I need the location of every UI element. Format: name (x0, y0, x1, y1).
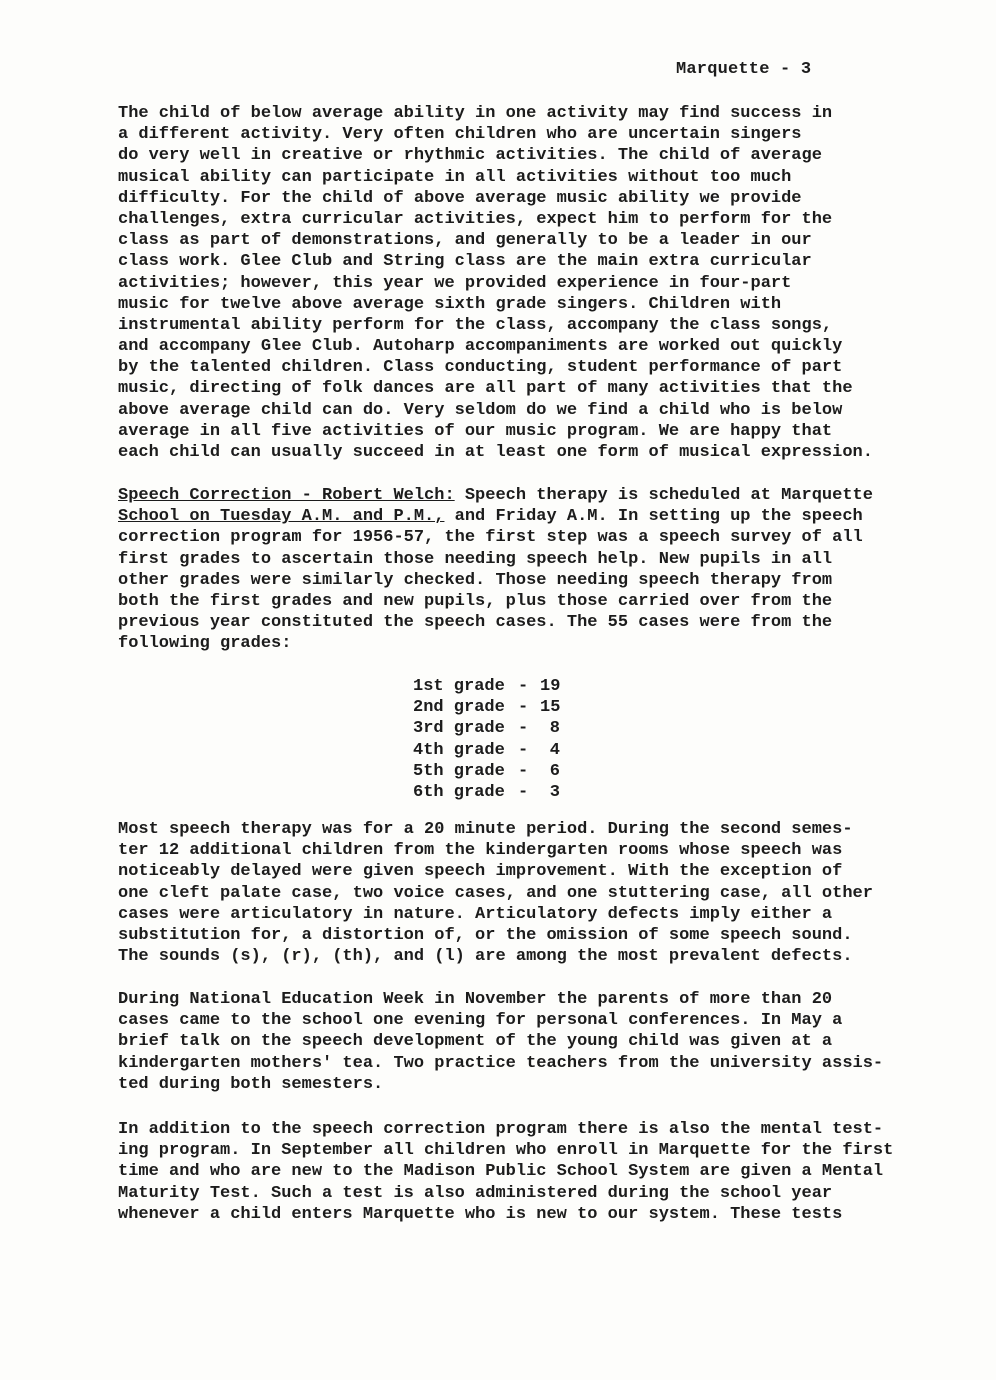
text-span: and Friday A.M. In setting up the speech (444, 507, 863, 527)
paragraph-mental-testing (118, 1119, 918, 1225)
grades-list (413, 676, 560, 803)
grade-count: 6 (549, 761, 560, 781)
text-line: above average child can do. Very seldom do we find a child who is below (118, 400, 843, 420)
grade-label: 3rd grade (413, 719, 505, 739)
text-line: kindergarten mothers' tea. Two practice teachers from the university assis- (118, 1053, 884, 1073)
text-line: cases were articulatory in nature. Articulatory defects imply either a (118, 904, 833, 924)
text-line: by the talented children. Class conducting, student performance of part (118, 358, 843, 378)
text-line: music for twelve above average sixth grade singers. Children with (118, 294, 782, 314)
text-line: average in all five activities of our music program. We are happy that (118, 421, 833, 441)
text-span: Speech therapy is scheduled at Marquette (454, 486, 873, 505)
text-line: whenever a child enters Marquette who is new to our system. These tests (118, 1204, 843, 1224)
text-line: first grades to ascertain those needing speech help. New pupils in all (118, 549, 833, 569)
grade-row: 6th grade - 3 (413, 782, 560, 802)
text-line: The child of below average ability in one activity may find success in (118, 104, 833, 123)
paragraph-therapy-details (118, 819, 918, 967)
text-line: instrumental ability perform for the class, accompany the class songs, (118, 315, 833, 335)
text-line: Most speech therapy was for a 20 minute period. During the second semes- (118, 820, 853, 839)
text-line (118, 506, 918, 527)
text-line: correction program for 1956-57, the first step was a speech survey of all (118, 528, 863, 548)
grade-label: 4th grade (413, 740, 505, 760)
text-line: In addition to the speech correction program there is also the mental test- (118, 1120, 884, 1139)
text-line: class as part of demonstrations, and generally to be a leader in our (118, 231, 812, 251)
text-line: class work. Glee Club and String class are the main extra curricular (118, 252, 812, 272)
grade-label: 1st grade (413, 677, 505, 696)
text-line: following grades: (118, 634, 292, 654)
text-line: and accompany Glee Club. Autoharp accompaniments are worked out quickly (118, 337, 843, 357)
grade-label: 6th grade (413, 782, 505, 802)
text-line: Maturity Test. Such a test is also administered during the school year (118, 1183, 833, 1203)
text-line: do very well in creative or rhythmic activities. The child of average (118, 146, 822, 166)
text-line: time and who are new to the Madison Public School System are given a Mental (118, 1162, 884, 1182)
text-line: noticeably delayed were given speech improvement. With the exception of (118, 862, 843, 882)
grade-row: 5th grade - 6 (413, 761, 560, 781)
text-line: ter 12 additional children from the kindergarten rooms whose speech was (118, 841, 843, 861)
grade-count: 8 (549, 719, 560, 739)
section-heading: Speech Correction - Robert Welch: (118, 486, 455, 505)
text-line: substitution for, a distortion of, or the omission of some speech sound. (118, 925, 853, 945)
grade-count: 19 (540, 677, 561, 696)
text-line: brief talk on the speech development of the young child was given at a (118, 1032, 833, 1052)
text-line: activities; however, this year we provided experience in four-part (118, 273, 792, 293)
grade-row: 1st grade - 19 (413, 677, 561, 696)
text-line: cases came to the school one evening for personal conferences. In May a (118, 1011, 843, 1031)
paragraph-speech-correction (118, 485, 918, 655)
text-line: The sounds (s), (r), (th), and (l) are among the most prevalent defects. (118, 947, 853, 967)
text-line: one cleft palate case, two voice cases, and one stuttering case, all other (118, 883, 873, 903)
grade-count: 3 (549, 782, 560, 802)
grade-row: 2nd grade - 15 (413, 698, 561, 718)
grade-count: 15 (540, 698, 561, 718)
text-line: previous year constituted the speech cases. The 55 cases were from the (118, 613, 833, 633)
text-line: musical ability can participate in all activities without too much (118, 167, 792, 187)
text-line: difficulty. For the child of above average music ability we provide (118, 188, 802, 208)
grade-row: 3rd grade - 8 (413, 719, 560, 739)
grade-label: 2nd grade (413, 698, 505, 718)
grade-row: 4th grade - 4 (413, 740, 560, 760)
schedule-text: School on Tuesday A.M. and P.M., (118, 507, 445, 527)
text-line: a different activity. Very often children who are uncertain singers (118, 125, 802, 145)
grade-label: 5th grade (413, 761, 505, 781)
page-header: Marquette - 3 (676, 60, 812, 79)
paragraph-education-week (118, 989, 918, 1095)
text-line: challenges, extra curricular activities, expect him to perform for the (118, 209, 833, 229)
paragraph-music-activities (118, 103, 918, 463)
text-line (118, 485, 918, 506)
text-line: music, directing of folk dances are all part of many activities that the (118, 379, 853, 399)
text-line: ing program. In September all children who enroll in Marquette for the first (118, 1141, 894, 1161)
text-line: each child can usually succeed in at least one form of musical expression. (118, 443, 873, 462)
text-line: both the first grades and new pupils, plus those carried over from the (118, 591, 833, 611)
text-line: ted during both semesters. (118, 1074, 384, 1094)
text-line: During National Education Week in November the parents of more than 20 (118, 990, 833, 1009)
grade-count: 4 (549, 740, 560, 760)
text-line: other grades were similarly checked. Those needing speech therapy from (118, 570, 833, 590)
